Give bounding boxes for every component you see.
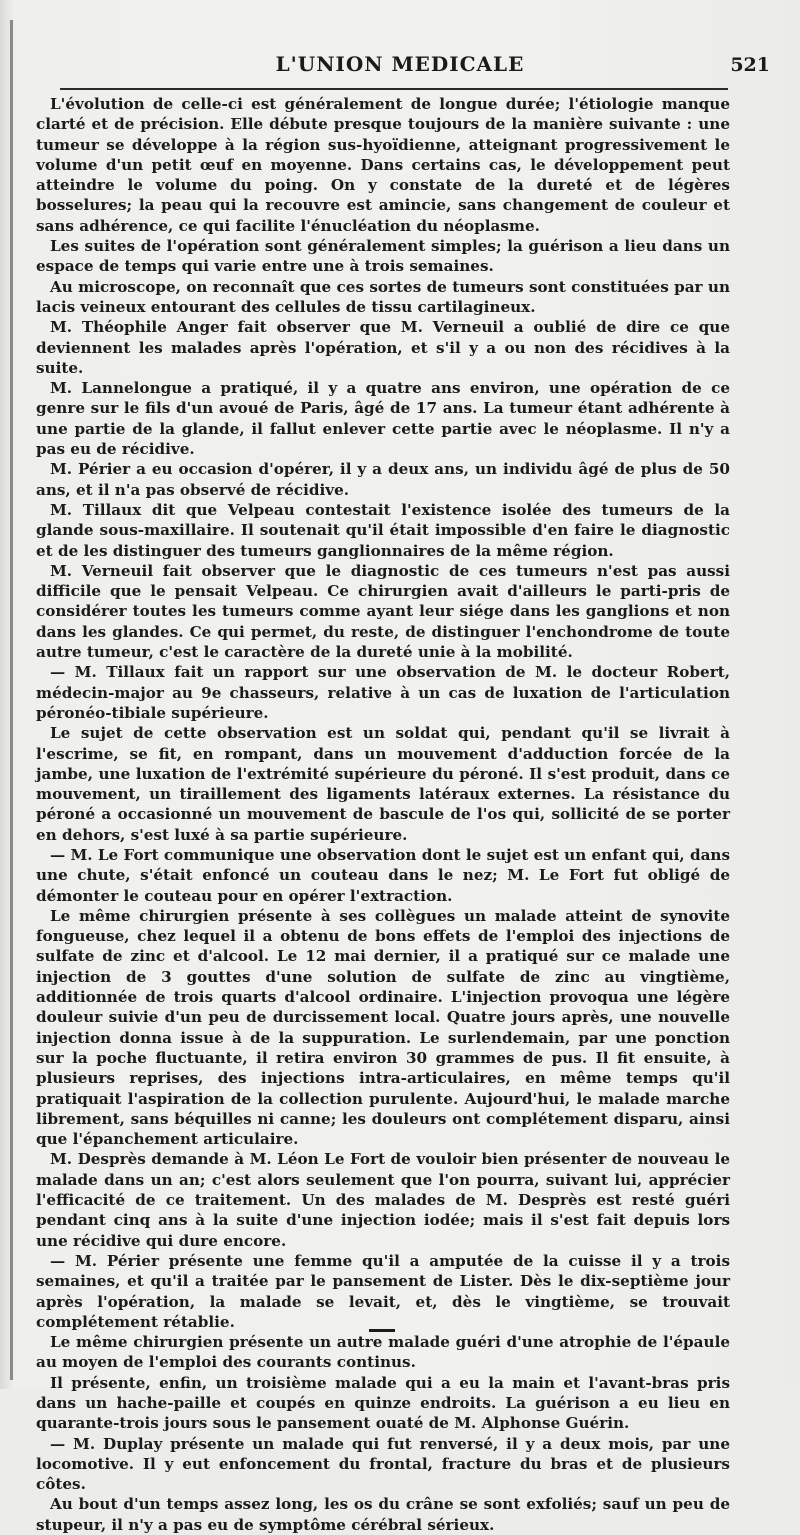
paragraph: M. Lannelongue a pratiqué, il y a quatre ans environ, une opération de ce genre sur le fils d'un avoué de Paris, âgé de 17 ans. La tumeur étant adhérente à une partie de la glande, il fallut enlever cette partie avec le néoplasme. Il n'y a pas eu de récidive. [36, 379, 730, 459]
paragraph: M. Desprès demande à M. Léon Le Fort de vouloir bien présenter de nouveau le malade dans un an; c'est alors seulement que l'on pourra, suivant lui, apprécier l'efficacité de ce traitement. Un des malades de M. Desprès est resté guéri pendant cinq ans à la suite d'une injection iodée; mais il s'est fait depuis lors une récidive qui dure encore. [36, 1150, 730, 1250]
page-edge-shadow [10, 20, 13, 1380]
page-header [30, 52, 770, 82]
paragraph: L'évolution de celle-ci est généralement de longue durée; l'étiologie manque clarté et de précision. Elle débute presque toujours de la manière suivante : une tumeur se développe à la région sus-hyoïdienne, atteignant progressivement le volume d'un petit œuf en moyenne. Dans certains cas, le développement peut atteindre le volume du poing. On y constate de la dureté et de légères bosselures; la peau qui la recouvre est amincie, sans changement de couleur et sans adhérence, ce qui facilite l'énucléation du néoplasme. [36, 95, 730, 235]
paragraph: — M. Duplay présente un malade qui fut renversé, il y a deux mois, par une locomotive. Il y eut enfoncement du frontal, fracture du bras et de plusieurs côtes. [36, 1434, 730, 1494]
running-title: L'UNION MEDICALE [275, 52, 525, 76]
end-rule [369, 1329, 395, 1332]
paragraph: Au microscope, on reconnaît que ces sortes de tumeurs sont constituées par un lacis veineux entourant des cellules de tissu cartilagineux. [36, 277, 730, 316]
paragraph: — M. Périer présente une femme qu'il a amputée de la cuisse il y a trois semaines, et qu'il a traitée par le pansement de Lister. Dès le dix-septième jour après l'opération, la malade se levait, et, dès le vingtième, se trouvait complétement rétablie. [36, 1251, 730, 1331]
paragraph: M. Périer a eu occasion d'opérer, il y a deux ans, un individu âgé de plus de 50 ans, et il n'a pas observé de récidive. [36, 460, 730, 499]
header-rule [60, 88, 728, 90]
body-text [36, 94, 730, 1535]
paragraph: Il présente, enfin, un troisième malade qui a eu la main et l'avant-bras pris dans un hache-paille et coupés en quinze endroits. La guérison a eu lieu en quarante-trois jours sous le pansement ouaté de M. Alphonse Guérin. [36, 1373, 730, 1433]
paragraph: Les suites de l'opération sont généralement simples; la guérison a lieu dans un espace de temps qui varie entre une à trois semaines. [36, 237, 730, 276]
paragraph: Le même chirurgien présente un autre malade guéri d'une atrophie de l'épaule au moyen de l'emploi des courants continus. [36, 1333, 730, 1372]
paragraph: — M. Tillaux fait un rapport sur une observation de M. le docteur Robert, médecin-major au 9e chasseurs, relative à un cas de luxation de l'articulation péronéo-tibiale supérieure. [36, 663, 730, 722]
paragraph: — M. Le Fort communique une observation dont le sujet est un enfant qui, dans une chute, s'était enfoncé un couteau dans le nez; M. Le Fort fut obligé de démonter le couteau pour en opérer l'extraction. [36, 845, 731, 905]
page-number: 521 [730, 54, 770, 76]
paragraph: M. Théophile Anger fait observer que M. Verneuil a oublié de dire ce que deviennent les malades après l'opération, et s'il y a ou non des récidives à la suite. [36, 318, 730, 377]
paragraph: Le même chirurgien présente à ses collègues un malade atteint de synovite fongueuse, chez lequel il a obtenu de bons effets de l'emploi des injections de sulfate de zinc et d'alcool. Le 12 mai dernier, il a pratiqué sur ce malade une injection de 3 gouttes d'une solution de sulfate de zinc au vingtième, additionnée de trois quarts d'alcool ordinaire. L'injection provoqua une légère douleur suivie d'un peu de durcissement local. Quatre jours après, une nouvelle injection donna issue à de la suppuration. Le surlendemain, par une ponction sur la poche fluctuante, il retira environ 30 grammes de pus. Il fit ensuite, à plusieurs reprises, des injections intra-articulaires, en même temps qu'il pratiquait l'aspiration de la collection purulente. Aujourd'hui, le malade marche librement, sans béquilles ni canne; les douleurs ont complétement disparu, ainsi que l'épanchement articulaire. [36, 906, 730, 1149]
paragraph: M. Tillaux dit que Velpeau contestait l'existence isolée des tumeurs de la glande sous-maxillaire. Il soutenait qu'il était impossible d'en faire le diagnostic et de les distinguer des tumeurs ganglionnaires de la même région. [36, 500, 730, 560]
paragraph: M. Verneuil fait observer que le diagnostic de ces tumeurs n'est pas aussi difficile que le pensait Velpeau. Ce chirurgien avait d'ailleurs le parti-pris de considérer toutes les tumeurs comme ayant leur siége dans les ganglions et non dans les glandes. Ce qui permet, du reste, de distinguer l'enchondrome de toute autre tumeur, c'est le caractère de la dureté unie à la mobilité. [36, 561, 730, 662]
paragraph: Le sujet de cette observation est un soldat qui, pendant qu'il se livrait à l'escrime, se fit, en rompant, dans un mouvement d'adduction forcée de la jambe, une luxation de l'extrémité supérieure du péroné. Il s'est produit, dans ce mouvement, un tiraillement des ligaments latéraux externes. La résistance du péroné a occasionné un mouvement de bascule de l'os qui, sollicité de se porter en dehors, s'est luxé à sa partie supérieure. [36, 724, 730, 844]
paragraph: Au bout d'un temps assez long, les os du crâne se sont exfoliés; sauf un peu de stupeur, il n'y a pas eu de symptôme cérébral sérieux. [36, 1495, 730, 1534]
